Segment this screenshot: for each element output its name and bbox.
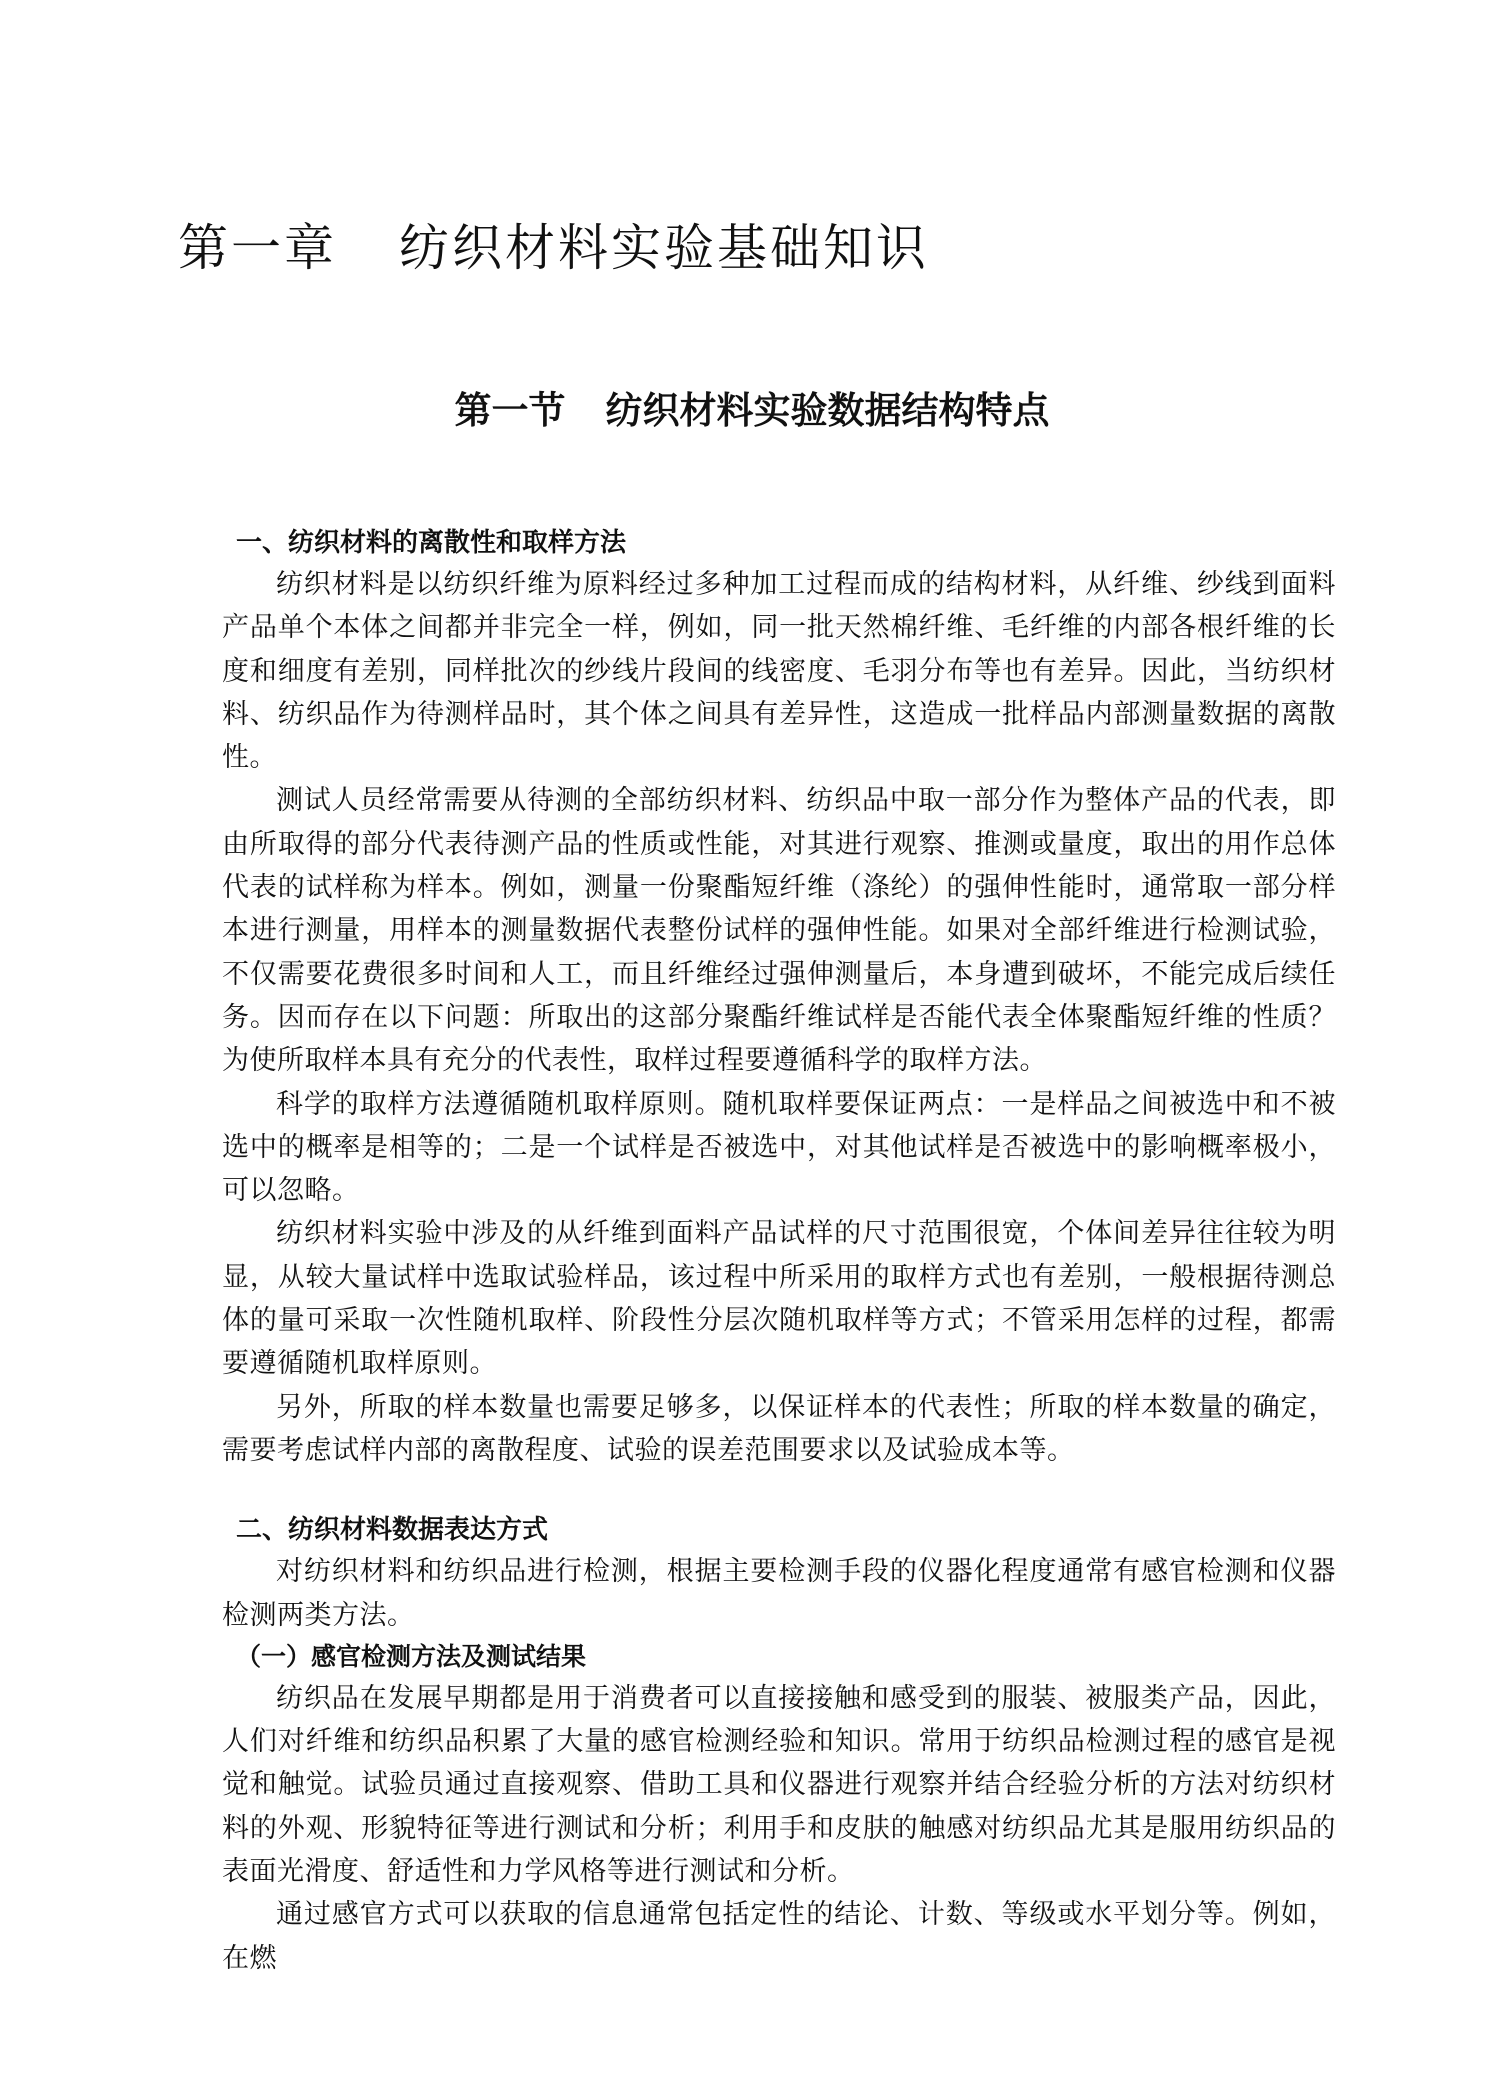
paragraph: 通过感官方式可以获取的信息通常包括定性的结论、计数、等级或水平划分等。例如，在燃 (222, 1899, 1336, 1974)
paragraph: 科学的取样方法遵循随机取样原则。随机取样要保证两点：一是样品之间被选中和不被选中的概率是相等的；二是一个试样是否被选中，对其他试样是否被选中的影响概率极小，可以忽略。 (222, 1088, 1336, 1207)
chapter-number: 第一章 (178, 219, 337, 277)
paragraph: 测试人员经常需要从待测的全部纺织材料、纺织品中取一部分作为整体产品的代表，即由所取得的部分代表待测产品的性质或性能，对其进行观察、推测或量度，取出的用作总体代表的试样称为样本。例如，测量一份聚酯短纤维（涤纶）的强伸性能时，通常取一部分样本进行测量，用样本的测量数据代表整份试样的强伸性能。如果对全部纤维进行检测试验，不仅需要花费很多时间和人工，而且纤维经过强伸测量后，本身遭到破坏，不能完成后续任务。因而存在以下问题：所取出的这部分聚酯纤维试样是否能代表全体聚酯短纤维的性质？为使所取样本具有充分的代表性，取样过程要遵循科学的取样方法。 (222, 785, 1336, 1077)
section-spacer (222, 1472, 1336, 1511)
paragraph: 纺织材料是以纺织纤维为原料经过多种加工过程而成的结构材料，从纤维、纱线到面料产品单个本体之间都并非完全一样，例如，同一批天然棉纤维、毛纤维的内部各根纤维的长度和细度有差别，同样批次的纱线片段间的线密度、毛羽分布等也有差异。因此，当纺织材料、纺织品作为待测样品时，其个体之间具有差异性，这造成一批样品内部测量数据的离散性。 (222, 569, 1336, 774)
chapter-title-text: 纺织材料实验基础知识 (399, 219, 929, 277)
part2-heading: 二、纺织材料数据表达方式 (236, 1515, 549, 1546)
paragraph: 纺织材料实验中涉及的从纤维到面料产品试样的尺寸范围很宽，个体间差异往往较为明显，从较大量试样中选取试验样品，该过程中所采用的取样方式也有差别，一般根据待测总体的量可采取一次性随机取样、阶段性分层次随机取样等方式；不管采用怎样的过程，都需要遵循随机取样原则。 (222, 1218, 1336, 1380)
section-number: 第一节 (454, 388, 566, 432)
part1-heading: 一、纺织材料的离散性和取样方法 (236, 528, 627, 558)
chapter-title (178, 208, 929, 280)
paragraph: 对纺织材料和纺织品进行检测，根据主要检测手段的仪器化程度通常有感官检测和仪器检测两类方法。 (222, 1556, 1336, 1631)
paragraph: 纺织品在发展早期都是用于消费者可以直接接触和感受到的服装、被服类产品，因此，人们对纤维和纺织品积累了大量的感官检测经验和知识。常用于纺织品检测过程的感官是视觉和触觉。试验员通过直接观察、借助工具和仪器进行观察并结合经验分析的方法对纺织材料的外观、形貌特征等进行测试和分析；利用手和皮肤的触感对纺织品尤其是服用纺织品的表面光滑度、舒适性和力学风格等进行测试和分析。 (222, 1682, 1336, 1888)
body-content (222, 524, 1336, 1980)
paragraph: 另外，所取的样本数量也需要足够多，以保证样本的代表性；所取的样本数量的确定，需要考虑试样内部的离散程度、试验的误差范围要求以及试验成本等。 (222, 1391, 1336, 1466)
section-title (0, 380, 1504, 434)
section-title-text: 纺织材料实验数据结构特点 (605, 388, 1050, 432)
part2-subheading: （一）感官检测方法及测试结果 (236, 1641, 587, 1671)
